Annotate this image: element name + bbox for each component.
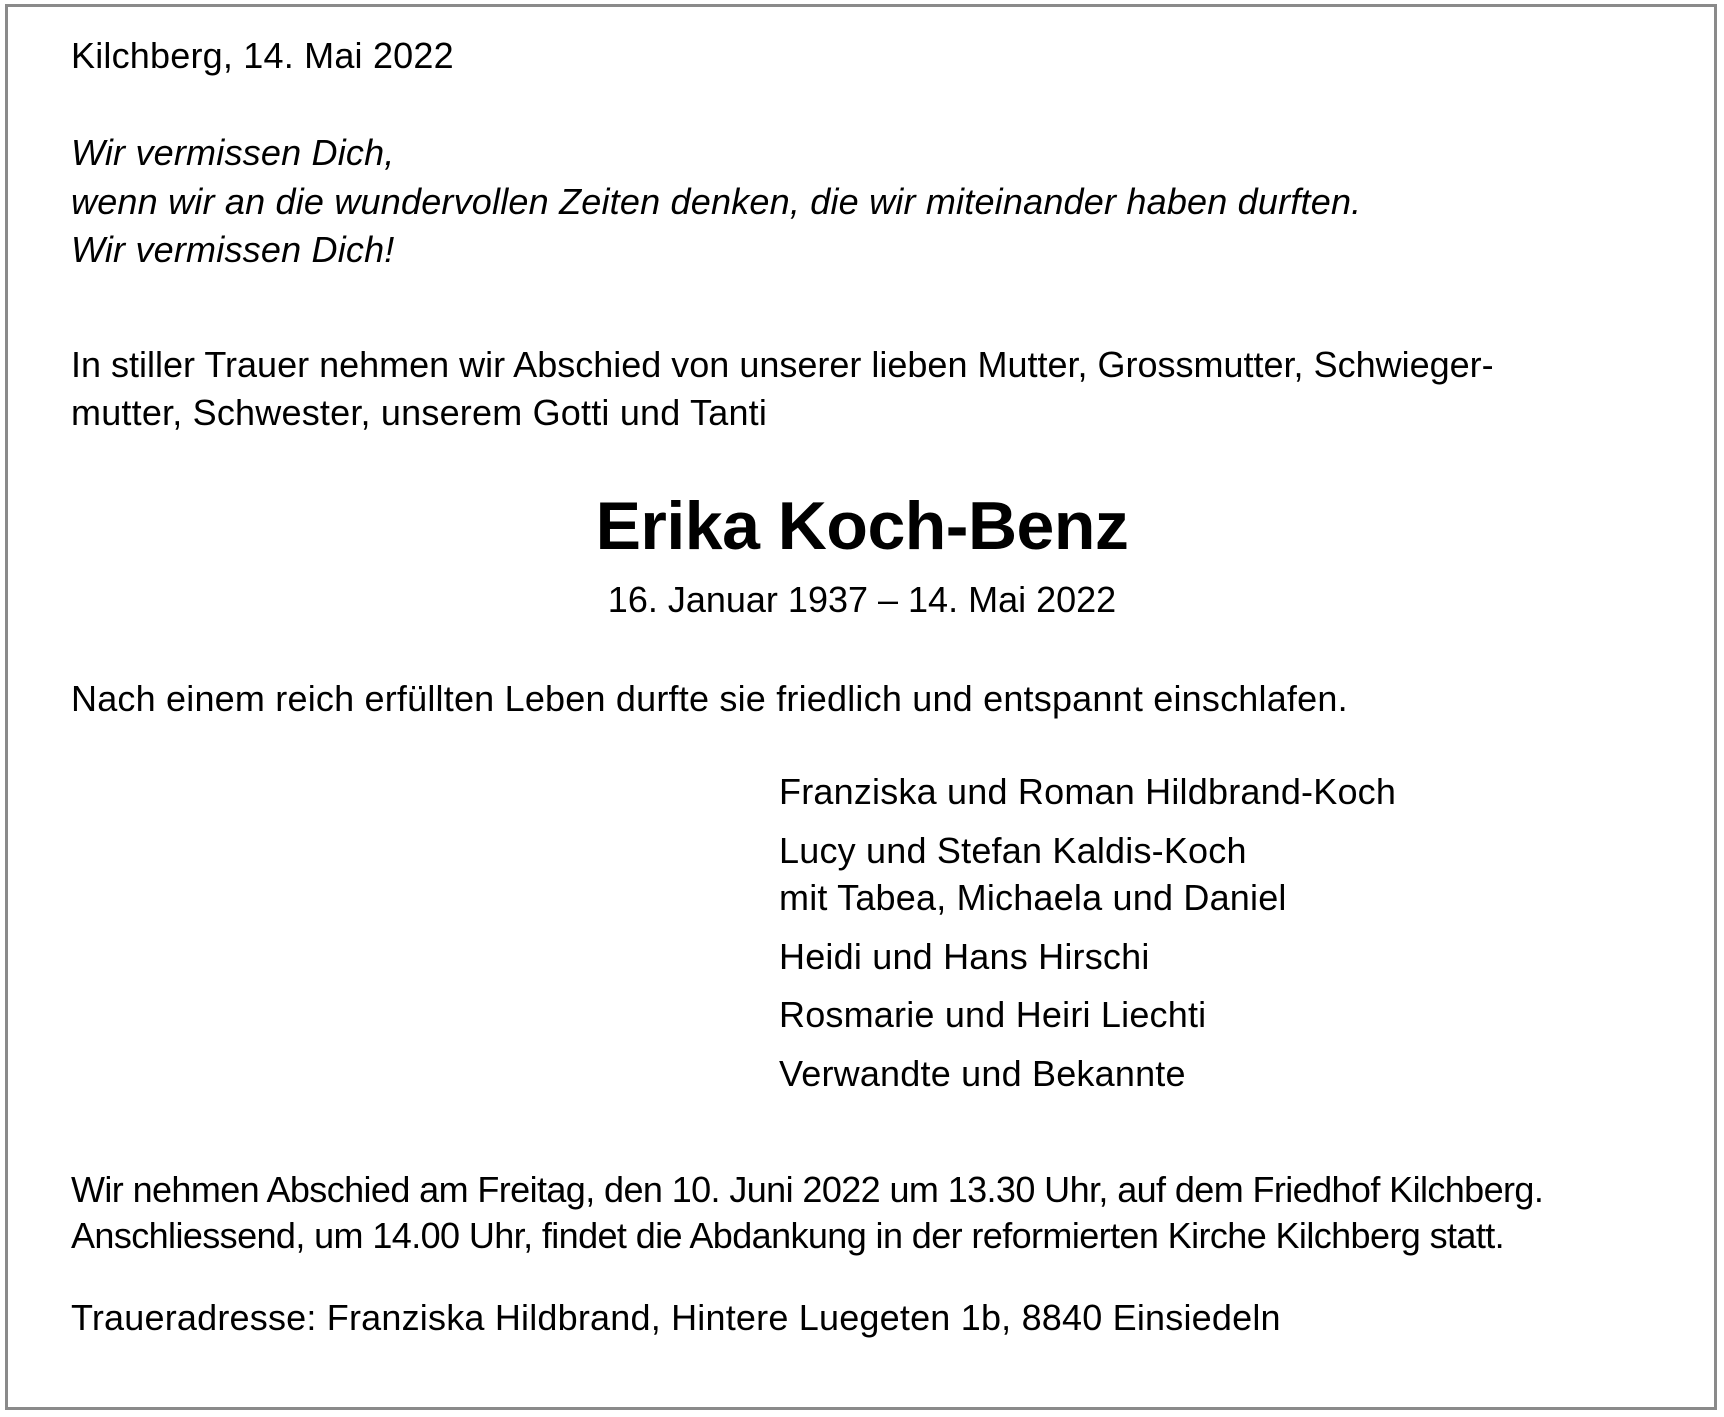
intro-line: mutter, Schwester, unserem Gotti und Tanti xyxy=(71,392,768,433)
mourner-line: Verwandte und Bekannte xyxy=(779,1053,1186,1094)
mourner-line: Franziska und Roman Hildbrand-Koch xyxy=(779,771,1397,812)
intro-line: In stiller Trauer nehmen wir Abschied von unserer lieben Mutter, Grossmutter, Schwieger- xyxy=(71,344,1494,385)
poem-line: Wir vermissen Dich! xyxy=(71,229,395,270)
statement: Nach einem reich erfüllten Leben durfte sie friedlich und entspannt einschlafen. xyxy=(71,678,1348,719)
deceased-name: Erika Koch-Benz xyxy=(595,488,1129,564)
ceremony-line: Anschliessend, um 14.00 Uhr, findet die Abdankung in der reformierten Kirche Kilchberg statt. xyxy=(71,1215,1505,1256)
address: Traueradresse: Franziska Hildbrand, Hintere Luegeten 1b, 8840 Einsiedeln xyxy=(71,1297,1281,1338)
life-dates: 16. Januar 1937 – 14. Mai 2022 xyxy=(607,579,1117,620)
poem-line: Wir vermissen Dich, xyxy=(71,132,395,173)
mourner-line: mit Tabea, Michaela und Daniel xyxy=(779,877,1287,918)
mourner-line: Rosmarie und Heiri Liechti xyxy=(779,994,1207,1035)
mourner-line: Heidi und Hans Hirschi xyxy=(779,936,1150,977)
place-date: Kilchberg, 14. Mai 2022 xyxy=(71,35,454,76)
poem-line: wenn wir an die wundervollen Zeiten denken, die wir miteinander haben durften. xyxy=(71,181,1362,222)
ceremony-line: Wir nehmen Abschied am Freitag, den 10. Juni 2022 um 13.30 Uhr, auf dem Friedhof Kilchberg. xyxy=(71,1169,1544,1210)
mourner-line: Lucy und Stefan Kaldis-Koch xyxy=(779,830,1247,871)
